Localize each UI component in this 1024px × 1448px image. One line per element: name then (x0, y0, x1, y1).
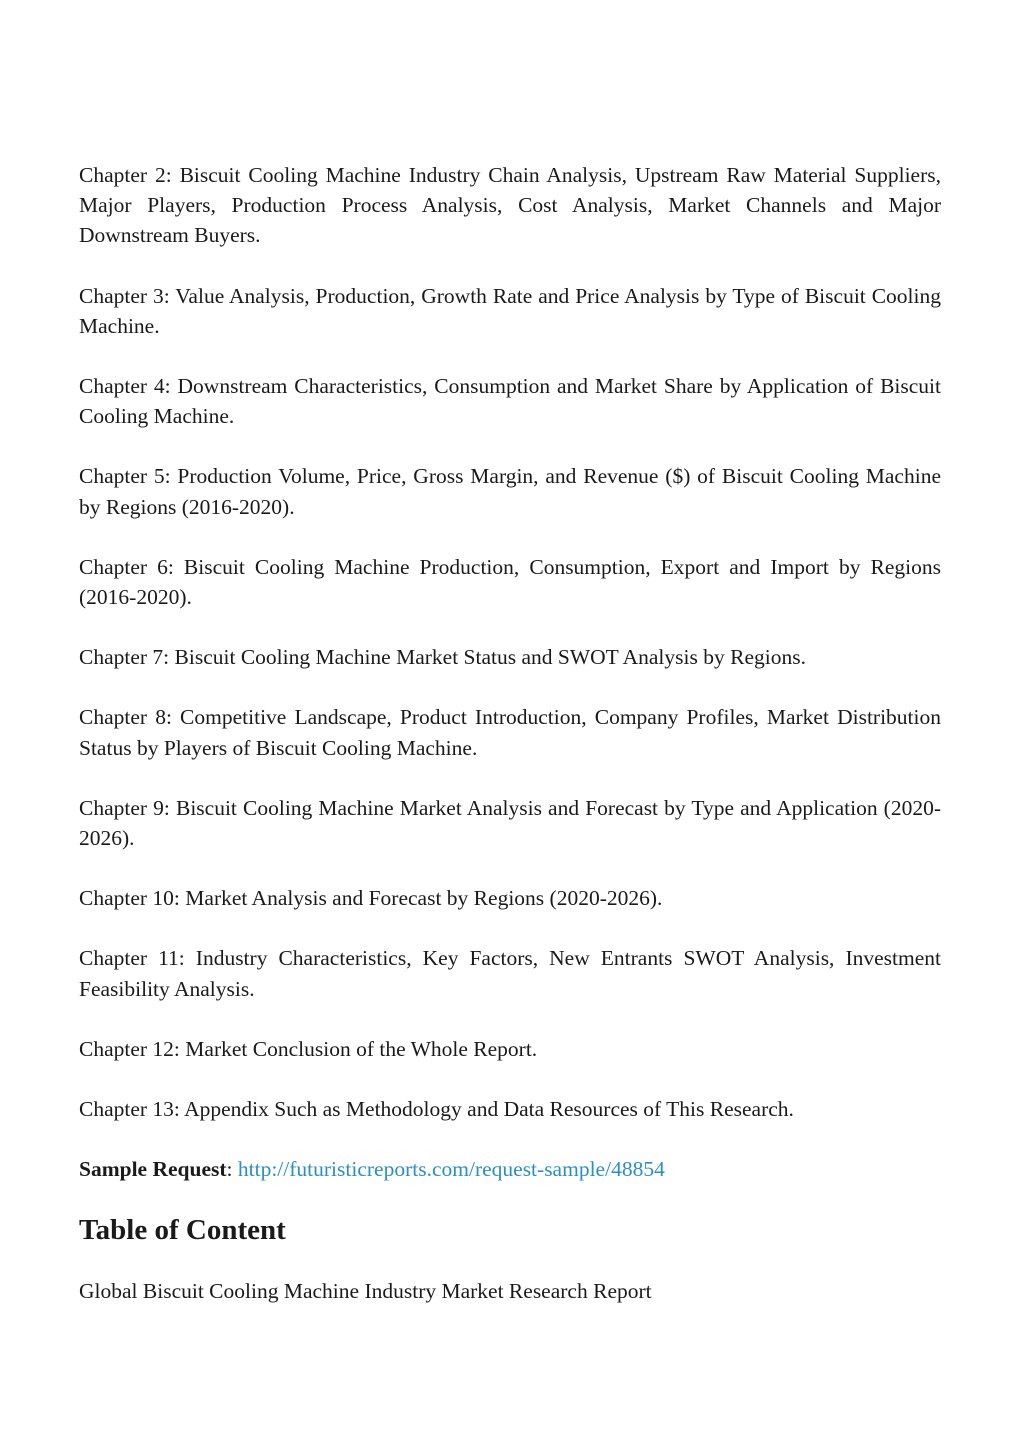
chapter-4-paragraph: Chapter 4: Downstream Characteristics, Consumption and Market Share by Application of Biscuit Cooling Machine. (79, 374, 941, 429)
sample-request-separator: : (226, 1157, 238, 1182)
document-page (79, 160, 941, 1307)
sample-request-label: Sample Request (79, 1157, 227, 1182)
report-title: Global Biscuit Cooling Machine Industry Market Research Report (79, 1279, 652, 1304)
chapter-7-paragraph: Chapter 7: Biscuit Cooling Machine Market Status and SWOT Analysis by Regions. (79, 645, 806, 670)
chapter-13-paragraph: Chapter 13: Appendix Such as Methodology and Data Resources of This Research. (79, 1097, 794, 1122)
chapter-6-paragraph: Chapter 6: Biscuit Cooling Machine Production, Consumption, Export and Import by Regions (2016-2020). (79, 554, 941, 610)
chapter-12-paragraph: Chapter 12: Market Conclusion of the Whole Report. (79, 1036, 538, 1061)
chapter-8-paragraph: Chapter 8: Competitive Landscape, Product Introduction, Company Profiles, Market Distribution Status by Players of Biscuit Cooling Machine. (79, 705, 941, 760)
sample-request-line (79, 1154, 941, 1184)
chapter-10-paragraph: Chapter 10: Market Analysis and Forecast by Regions (2020-2026). (79, 886, 663, 911)
sample-request-link[interactable]: http://futuristicreports.com/request-sample/48854 (237, 1157, 665, 1182)
chapter-2-paragraph: Chapter 2: Biscuit Cooling Machine Industry Chain Analysis, Upstream Raw Material Suppliers, Major Players, Production Process Analysis, Cost Analysis, Market Channels and Major Downstream Buyers. (79, 163, 941, 248)
table-of-content-heading: Table of Content (79, 1214, 286, 1247)
chapter-3-paragraph: Chapter 3: Value Analysis, Production, Growth Rate and Price Analysis by Type of Biscuit Cooling Machine. (79, 283, 941, 338)
chapter-11-paragraph: Chapter 11: Industry Characteristics, Key Factors, New Entrants SWOT Analysis, Investment Feasibility Analysis. (79, 946, 941, 1001)
chapter-9-paragraph: Chapter 9: Biscuit Cooling Machine Market Analysis and Forecast by Type and Application (2020-2026). (79, 795, 941, 851)
chapter-5-paragraph: Chapter 5: Production Volume, Price, Gross Margin, and Revenue ($) of Biscuit Cooling Machine by Regions (2016-2020). (79, 464, 941, 519)
